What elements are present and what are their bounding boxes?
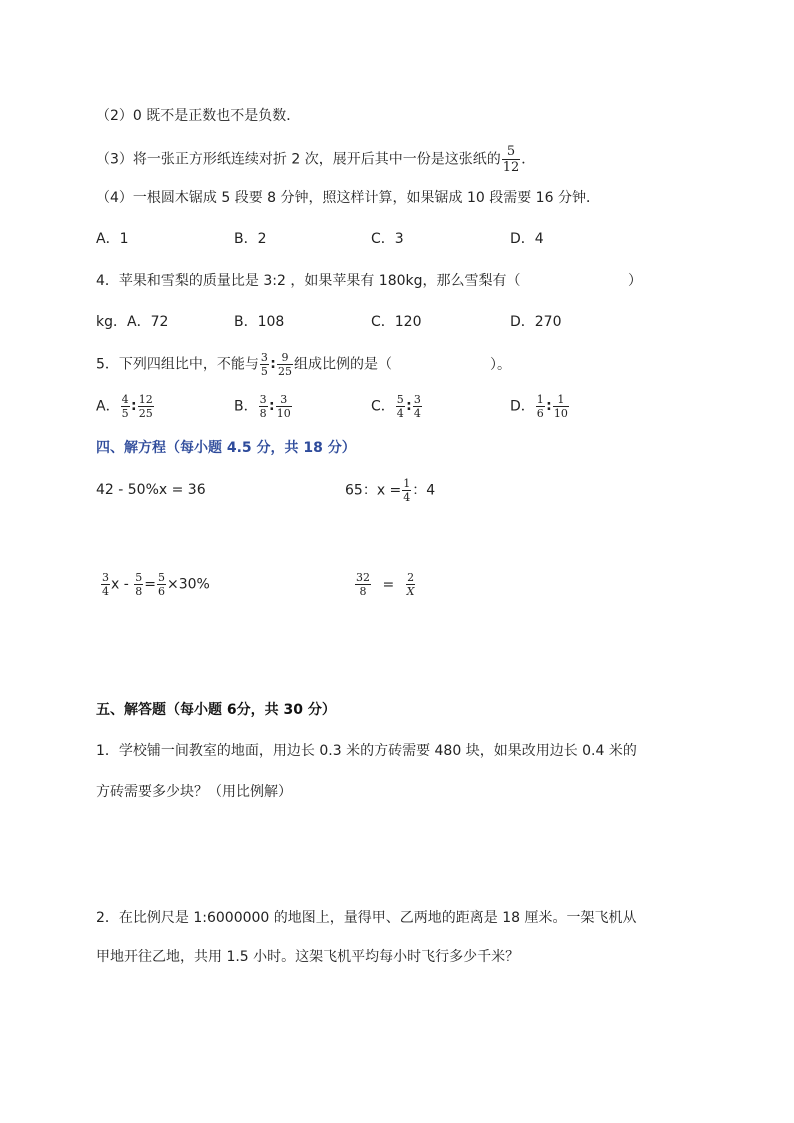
q3-item-3-text: （3）将一张正方形纸连续对折 2 次，展开后其中一份是这张纸的 xyxy=(96,151,501,168)
fraction-numerator: 9 xyxy=(281,351,289,364)
equation-4-equals: = xyxy=(382,576,395,593)
q3-option-d[interactable]: D．4 xyxy=(510,231,544,247)
q5-stem-close: ）。 xyxy=(490,357,511,373)
fraction-numerator: 4 xyxy=(121,393,129,406)
q5-stem xyxy=(96,352,392,377)
fraction-denominator: 6 xyxy=(157,585,165,598)
q3-item-3 xyxy=(96,145,535,174)
option-label: D． xyxy=(510,398,535,415)
fraction-numerator: 3 xyxy=(102,571,109,584)
ratio-colon: ∶ xyxy=(269,398,274,415)
q4-option-c[interactable]: C．120 xyxy=(371,314,422,330)
option-fraction-1 xyxy=(536,394,545,419)
equation-3-fraction-2 xyxy=(134,572,143,597)
fraction-numerator: 5 xyxy=(157,571,165,584)
option-fraction-2 xyxy=(138,394,154,419)
equation-3 xyxy=(100,572,210,597)
q3-item-3-end: ． xyxy=(521,151,536,168)
q5-ratio-b xyxy=(277,352,293,377)
q4-option-a[interactable] xyxy=(96,312,168,332)
q3-item-2: （2）0 既不是正数也不是负数． xyxy=(96,108,301,124)
equation-3-fraction-3 xyxy=(157,572,166,597)
equation-3-fraction-1 xyxy=(101,572,110,597)
fraction-denominator: 6 xyxy=(536,407,544,420)
ratio-colon: ∶ xyxy=(270,356,276,373)
fraction-denominator: 5 xyxy=(260,365,268,378)
fraction-numerator: 5 xyxy=(135,571,143,584)
q5-option-d[interactable] xyxy=(510,394,570,419)
option-fraction-1 xyxy=(259,394,268,419)
ratio-colon: ∶ xyxy=(546,398,551,415)
fraction-denominator: 25 xyxy=(138,407,153,420)
fraction-denominator: 25 xyxy=(278,365,293,378)
fraction-denominator: 4 xyxy=(396,407,404,420)
problem-1-line-2: 方砖需要多少块？（用比例解） xyxy=(96,784,292,800)
equation-2-text: 65：x = xyxy=(345,482,402,499)
q3-option-b[interactable]: B．2 xyxy=(234,231,267,247)
q5-stem-text: 5．下列四组比中，不能与 xyxy=(96,356,259,373)
fraction-denominator: 8 xyxy=(259,407,267,420)
fraction-numerator: 1 xyxy=(536,393,544,406)
equation-2-end: ：4 xyxy=(412,482,436,499)
fraction-denominator: 4 xyxy=(102,585,109,598)
q3-option-a[interactable]: A．1 xyxy=(96,231,129,247)
fraction-numerator: 1 xyxy=(403,477,411,490)
option-label: B． xyxy=(234,398,258,415)
problem-1-line-1: 1．学校铺一间教室的地面，用边长 0.3 米的方砖需要 480 块，如果改用边长 0.4 米的 xyxy=(96,743,637,759)
section-5-title: 五、解答题（每小题 6分，共 30 分） xyxy=(96,702,336,718)
fraction-denominator: 5 xyxy=(121,407,129,420)
fraction-numerator: 2 xyxy=(407,571,415,584)
option-label: A． xyxy=(96,398,120,415)
option-label: C． xyxy=(371,398,395,415)
fraction-denominator: 4 xyxy=(413,407,421,420)
fraction-denominator: X xyxy=(406,585,415,598)
option-fraction-1 xyxy=(396,394,405,419)
equation-3-x: x - xyxy=(111,576,129,593)
equation-3-tail: ×30% xyxy=(166,576,210,593)
fraction-numerator: 5 xyxy=(396,393,404,406)
fraction-numerator: 32 xyxy=(356,571,370,584)
q4-stem: 4．苹果和雪梨的质量比是 3:2 ，如果苹果有 180kg，那么雪梨有（ xyxy=(96,273,521,289)
fraction-denominator: 8 xyxy=(355,584,371,597)
option-fraction-1 xyxy=(121,394,130,419)
option-fraction-2 xyxy=(276,394,292,419)
fraction-denominator: 10 xyxy=(276,407,291,420)
equation-3-equals: = xyxy=(144,576,156,593)
q5-option-a[interactable] xyxy=(96,394,155,419)
q3-option-c[interactable]: C．3 xyxy=(371,231,404,247)
q3-item-3-fraction xyxy=(502,145,521,174)
equation-4-fraction-1 xyxy=(355,572,371,597)
fraction-numerator: 1 xyxy=(557,393,565,406)
problem-2-line-2: 甲地开往乙地，共用 1.5 小时。这架飞机平均每小时飞行多少千米？ xyxy=(96,949,520,965)
q4-option-a-label: A．72 xyxy=(127,314,169,330)
fraction-numerator: 5 xyxy=(506,144,516,159)
equation-4 xyxy=(354,572,416,597)
fraction-numerator: 3 xyxy=(260,351,268,364)
equation-4-fraction-2 xyxy=(406,572,416,597)
q5-stem-text-2: 组成比例的是（ xyxy=(294,356,393,373)
ratio-colon: ∶ xyxy=(406,398,411,415)
q5-option-c[interactable] xyxy=(371,394,423,419)
q5-ratio-a xyxy=(260,352,269,377)
equation-2-fraction xyxy=(402,478,411,503)
q4-option-d[interactable]: D．270 xyxy=(510,314,562,330)
fraction-numerator: 3 xyxy=(413,393,421,406)
section-4-title: 四、解方程（每小题 4.5 分，共 18 分） xyxy=(96,440,356,456)
equation-1: 42 - 50%x = 36 xyxy=(96,482,206,498)
option-fraction-2 xyxy=(553,394,569,419)
problem-2-line-1: 2．在比例尺是 1:6000000 的地图上，量得甲、乙两地的距离是 18 厘米。一架飞机从 xyxy=(96,910,637,926)
q4-stem-close: ） xyxy=(628,273,642,289)
fraction-denominator: 10 xyxy=(553,407,568,420)
equation-2 xyxy=(345,478,435,503)
q4-option-b[interactable]: B．108 xyxy=(234,314,285,330)
fraction-denominator: 8 xyxy=(135,585,143,598)
fraction-numerator: 3 xyxy=(280,393,288,406)
q4-unit: kg． xyxy=(96,314,127,330)
ratio-colon: ∶ xyxy=(131,398,136,415)
q3-item-4: （4）一根圆木锯成 5 段要 8 分钟，照这样计算，如果锯成 10 段需要 16 分钟． xyxy=(96,190,600,206)
option-fraction-2 xyxy=(413,394,422,419)
q5-option-b[interactable] xyxy=(234,394,293,419)
fraction-numerator: 3 xyxy=(259,393,267,406)
fraction-denominator: 12 xyxy=(502,160,520,175)
fraction-numerator: 12 xyxy=(138,393,153,406)
fraction-denominator: 4 xyxy=(403,491,411,504)
